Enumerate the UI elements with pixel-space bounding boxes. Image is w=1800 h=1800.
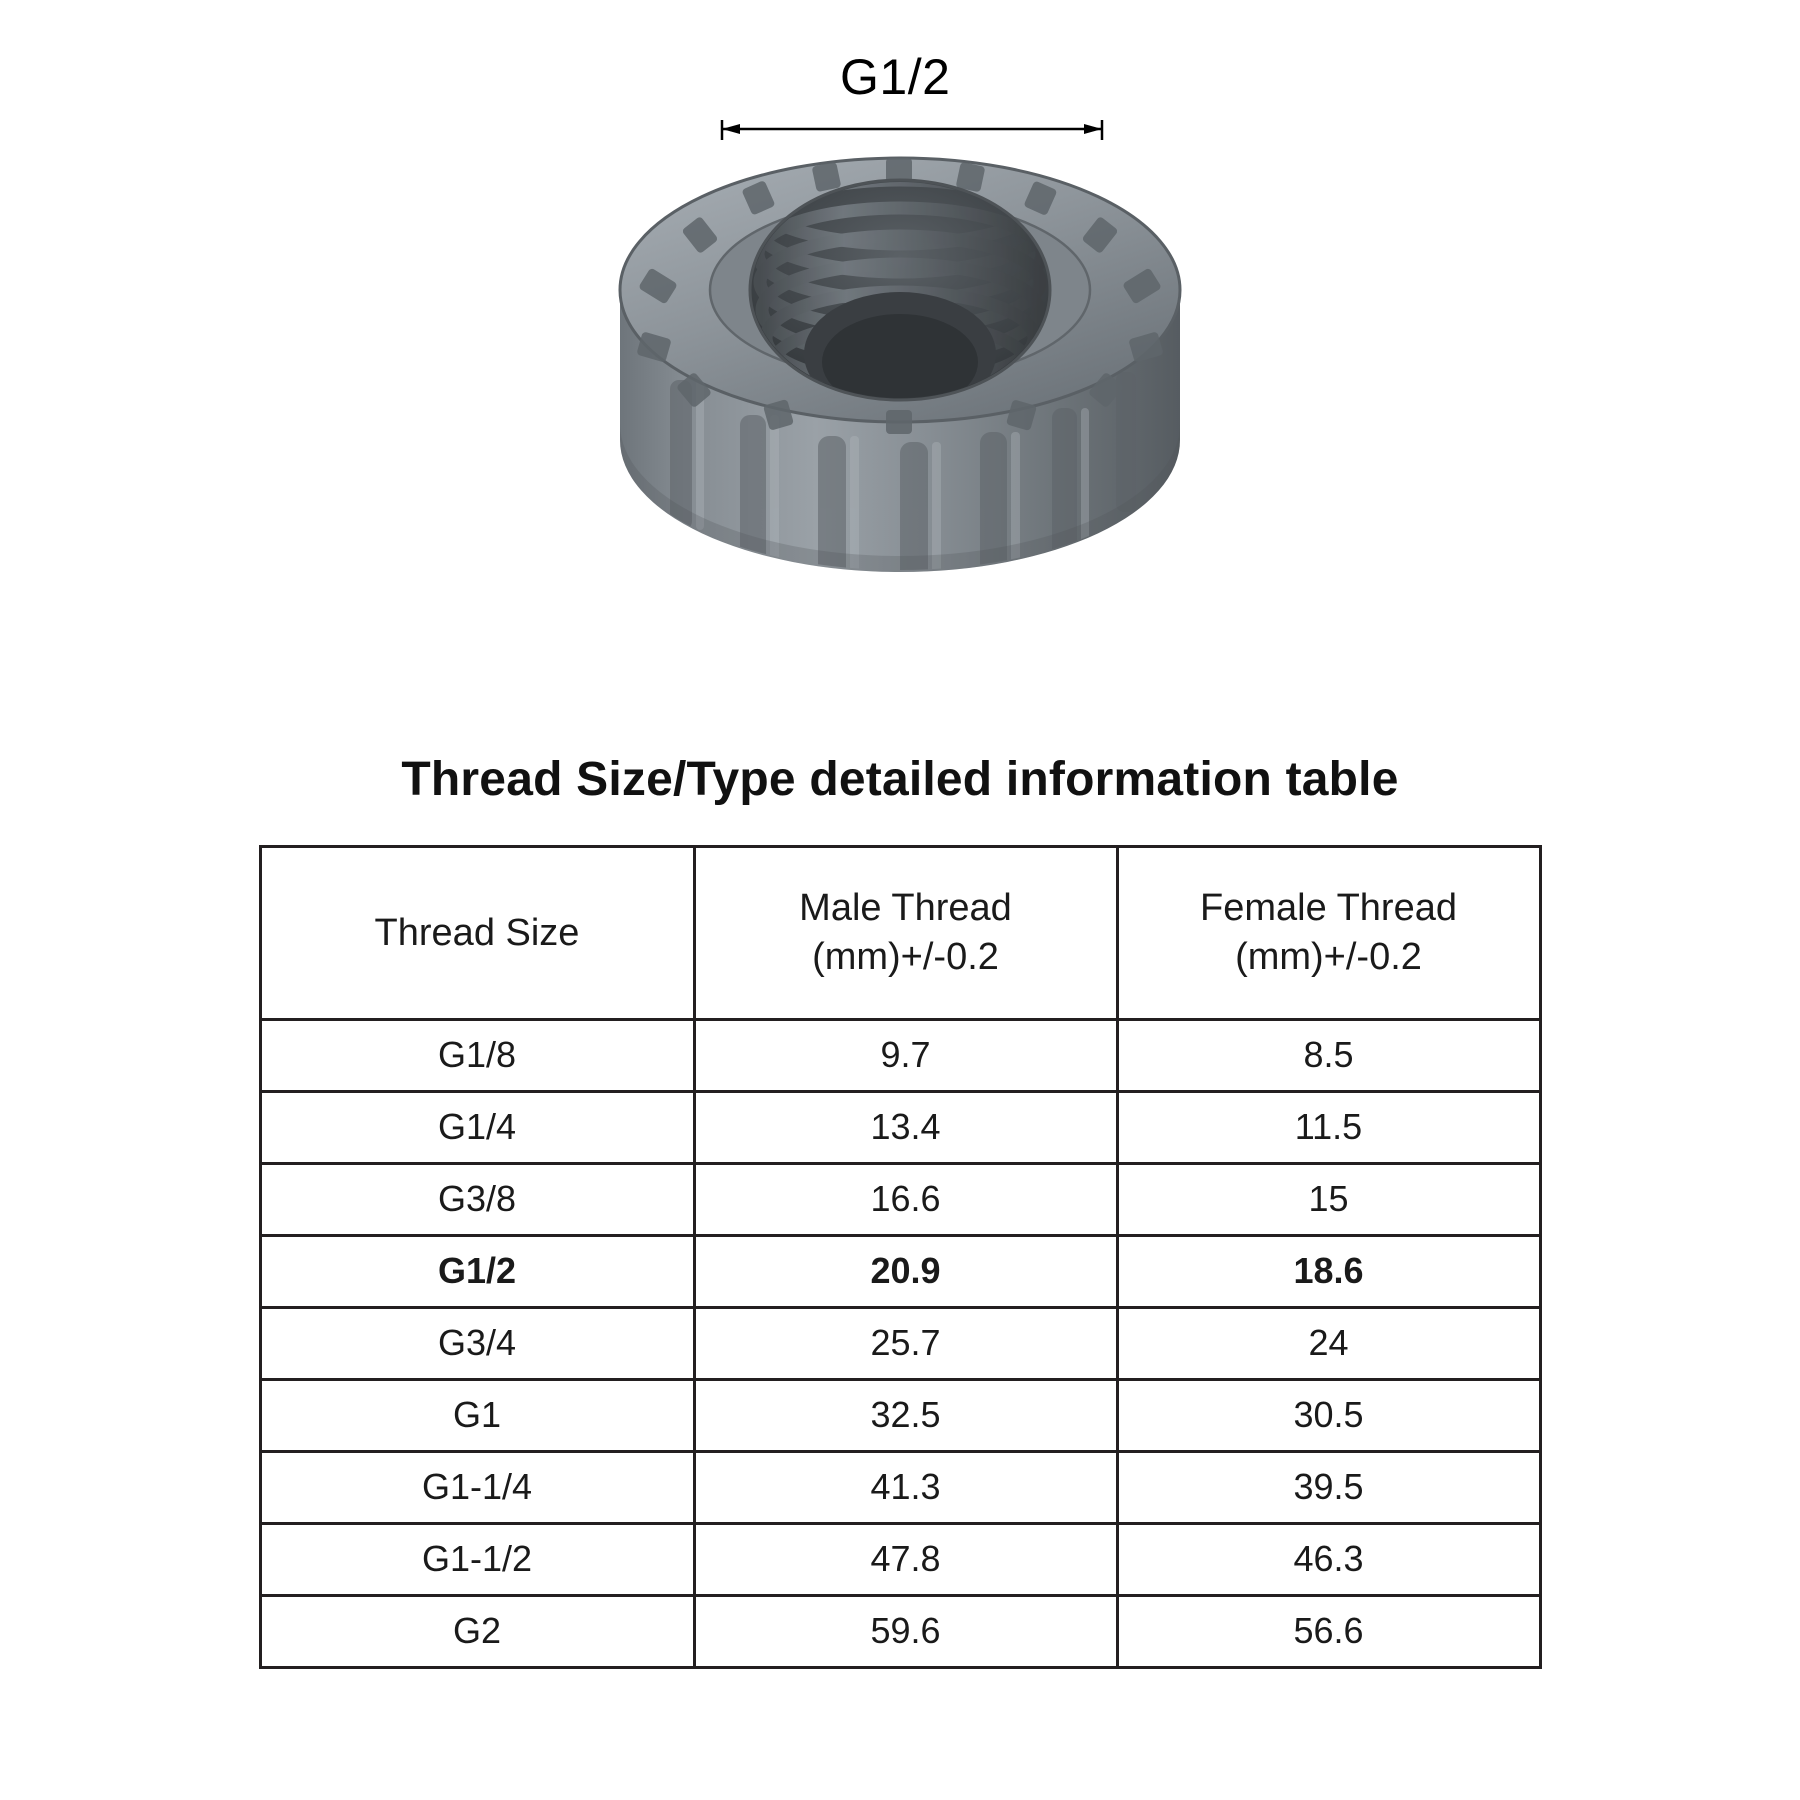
cell-female-thread: 24 [1117, 1308, 1540, 1380]
header-line: Male Thread [799, 887, 1012, 930]
table-row [260, 1596, 1540, 1668]
cell-thread-size: G1/8 [260, 1020, 694, 1092]
cell-male-thread: 16.6 [694, 1164, 1117, 1236]
cell-male-thread: 32.5 [694, 1380, 1117, 1452]
cell-female-thread: 8.5 [1117, 1020, 1540, 1092]
table-header-row [260, 847, 1540, 1020]
header-line: (mm)+/-0.2 [1235, 936, 1422, 978]
cell-thread-size: G3/4 [260, 1308, 694, 1380]
cell-thread-size: G1-1/2 [260, 1524, 694, 1596]
table-row [260, 1380, 1540, 1452]
cell-female-thread: 18.6 [1117, 1236, 1540, 1308]
column-header-female-thread [1117, 847, 1540, 1020]
cell-female-thread: 46.3 [1117, 1524, 1540, 1596]
cell-thread-size: G3/8 [260, 1164, 694, 1236]
dimension-label: G1/2 [840, 49, 951, 105]
pipe-cap-illustration [600, 140, 1200, 720]
cell-female-thread: 11.5 [1117, 1092, 1540, 1164]
cell-thread-size: G1/4 [260, 1092, 694, 1164]
table-row [260, 1164, 1540, 1236]
header-line: Female Thread [1200, 887, 1457, 930]
header-line: Thread Size [374, 911, 580, 954]
cell-male-thread: 41.3 [694, 1452, 1117, 1524]
cell-female-thread: 56.6 [1117, 1596, 1540, 1668]
table-row [260, 1308, 1540, 1380]
product-figure [0, 0, 1800, 760]
dimension-arrow-icon [718, 118, 1106, 140]
table-row [260, 1524, 1540, 1596]
thread-size-table [259, 845, 1542, 1669]
table-row [260, 1452, 1540, 1524]
table-row-highlighted [260, 1236, 1540, 1308]
cell-thread-size: G2 [260, 1596, 694, 1668]
column-header-thread-size [260, 847, 694, 1020]
cell-thread-size: G1-1/4 [260, 1452, 694, 1524]
cell-male-thread: 25.7 [694, 1308, 1117, 1380]
cell-female-thread: 30.5 [1117, 1380, 1540, 1452]
cell-male-thread: 20.9 [694, 1236, 1117, 1308]
cell-male-thread: 13.4 [694, 1092, 1117, 1164]
cell-male-thread: 9.7 [694, 1020, 1117, 1092]
cell-male-thread: 59.6 [694, 1596, 1117, 1668]
header-line: (mm)+/-0.2 [812, 936, 999, 978]
cell-female-thread: 39.5 [1117, 1452, 1540, 1524]
spec-table-section [0, 752, 1800, 1669]
table-row [260, 1092, 1540, 1164]
column-header-male-thread [694, 847, 1117, 1020]
cell-male-thread: 47.8 [694, 1524, 1117, 1596]
table-title: Thread Size/Type detailed information table [401, 753, 1399, 806]
cell-thread-size: G1/2 [260, 1236, 694, 1308]
cell-thread-size: G1 [260, 1380, 694, 1452]
table-row [260, 1020, 1540, 1092]
cell-female-thread: 15 [1117, 1164, 1540, 1236]
